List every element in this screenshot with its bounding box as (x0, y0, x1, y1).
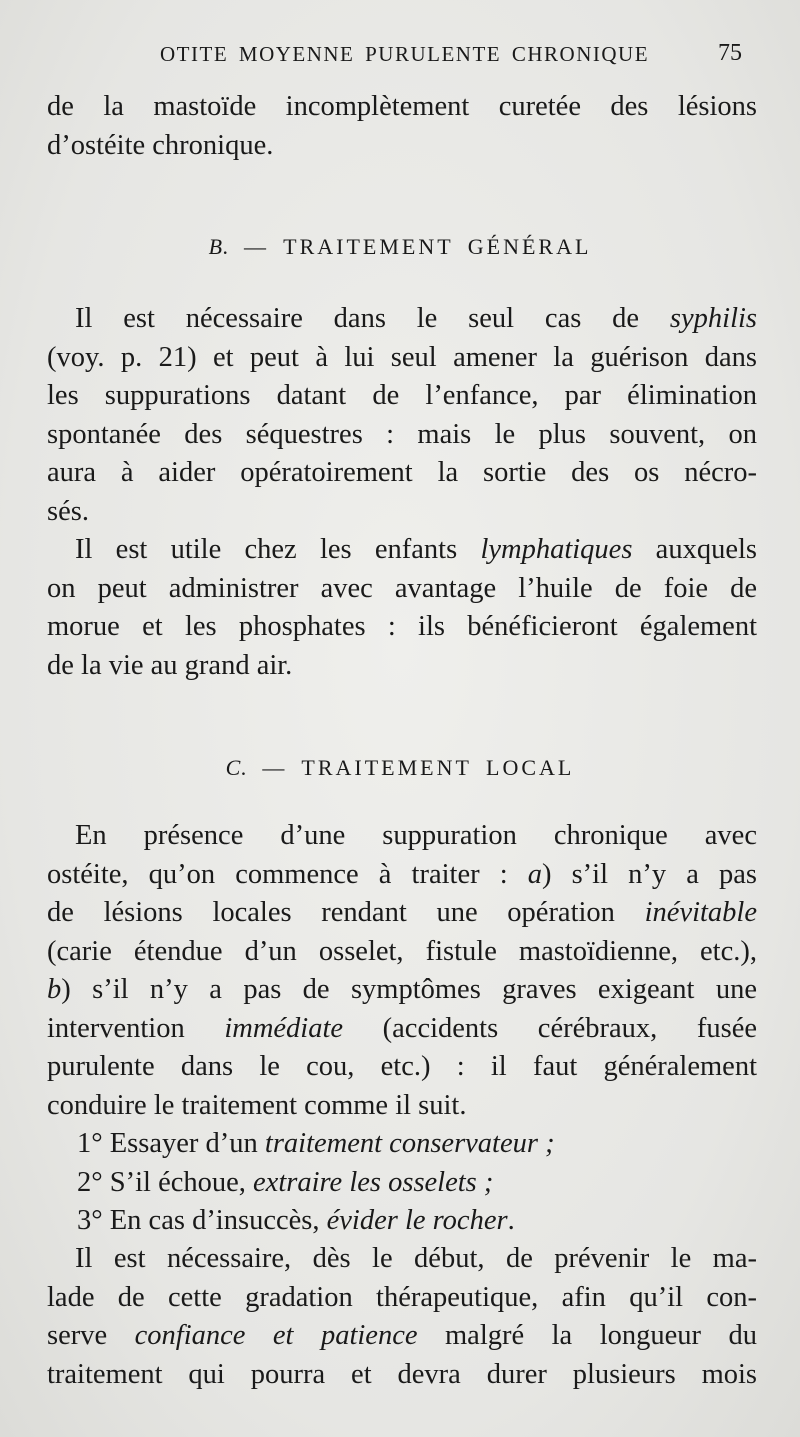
text-line: de lésions locales rendant une opération inévitable (47, 897, 757, 928)
text-line: b) s’il n’y a pas de symptômes graves exigeant une (47, 974, 757, 1005)
italic-term: extraire les osselets ; (253, 1166, 494, 1198)
italic-term: lymphatiques (480, 534, 633, 565)
page-number: 75 (718, 40, 742, 66)
text-line: aura à aider opératoirement la sortie des os nécro- (47, 457, 757, 488)
text-line: sés. (47, 495, 89, 527)
paragraph-traitement-local (47, 817, 757, 1125)
paragraph-continuation (47, 88, 757, 165)
italic-term: évider le rocher (326, 1205, 508, 1236)
text-line: En présence d’une suppuration chronique avec (75, 820, 757, 851)
text-line: (voy. p. 21) et peut à lui seul amener la guérison dans (47, 341, 757, 373)
section-heading-c (0, 755, 800, 781)
text-line: morue et les phosphates : ils bénéficieront également (47, 611, 757, 642)
text-line: purulente dans le cou, etc.) : il faut généralement (47, 1051, 757, 1082)
text-line: on peut administrer avec avantage l’huile de foie de (47, 572, 757, 604)
italic-term: inévitable (644, 897, 757, 928)
section-title: — TRAITEMENT GÉNÉRAL (244, 234, 592, 259)
list-item: 3° En cas d’insuccès, évider le rocher. (77, 1205, 515, 1236)
section-heading-b (0, 234, 800, 260)
text-line: de la vie au grand air. (47, 649, 293, 681)
text-line: Il est nécessaire dans le seul cas de syphilis (75, 303, 757, 334)
list-item: 2° S’il échoue, extraire les osselets ; (77, 1166, 494, 1198)
italic-term: confiance et patience (134, 1320, 418, 1351)
paragraph-traitement-general (47, 300, 757, 531)
paragraph-prevenir (47, 1240, 757, 1394)
text-line: serve confiance et patience malgré la longueur du (47, 1320, 757, 1351)
text-line: lade de cette gradation thérapeutique, afin qu’il con- (47, 1281, 757, 1313)
text-line: (carie étendue d’un osselet, fistule mastoïdienne, etc.), (47, 935, 757, 967)
text-line: de la mastoïde incomplètement curetée des lésions (47, 91, 757, 122)
text-line: Il est utile chez les enfants lymphatiques auxquels (75, 534, 757, 565)
text-line: traitement qui pourra et devra durer plusieurs mois (47, 1358, 757, 1390)
treatment-steps-list (47, 1125, 757, 1241)
text-line: ostéite, qu’on commence à traiter : a) s’il n’y a pas (47, 858, 757, 890)
italic-term: syphilis (669, 303, 757, 334)
italic-term: immédiate (224, 1012, 344, 1044)
section-letter: C. (225, 755, 248, 780)
text-line: conduire le traitement comme il suit. (47, 1089, 467, 1121)
text-line: intervention immédiate (accidents cérébraux, fusée (47, 1012, 757, 1044)
paragraph-lymphatiques (47, 531, 757, 685)
section-title: — TRAITEMENT LOCAL (262, 755, 575, 780)
section-letter: B. (208, 234, 230, 259)
text-line: les suppurations datant de l’enfance, par élimination (47, 380, 757, 411)
list-item: 1° Essayer d’un traitement conservateur ; (77, 1128, 555, 1159)
text-line: spontanée des séquestres : mais le plus souvent, on (47, 418, 757, 450)
text-line: d’ostéite chronique. (47, 129, 274, 161)
running-title: OTITE MOYENNE PURULENTE CHRONIQUE (160, 42, 650, 66)
text-line: Il est nécessaire, dès le début, de prévenir le ma- (75, 1243, 757, 1274)
italic-term: traitement conservateur ; (264, 1128, 555, 1159)
